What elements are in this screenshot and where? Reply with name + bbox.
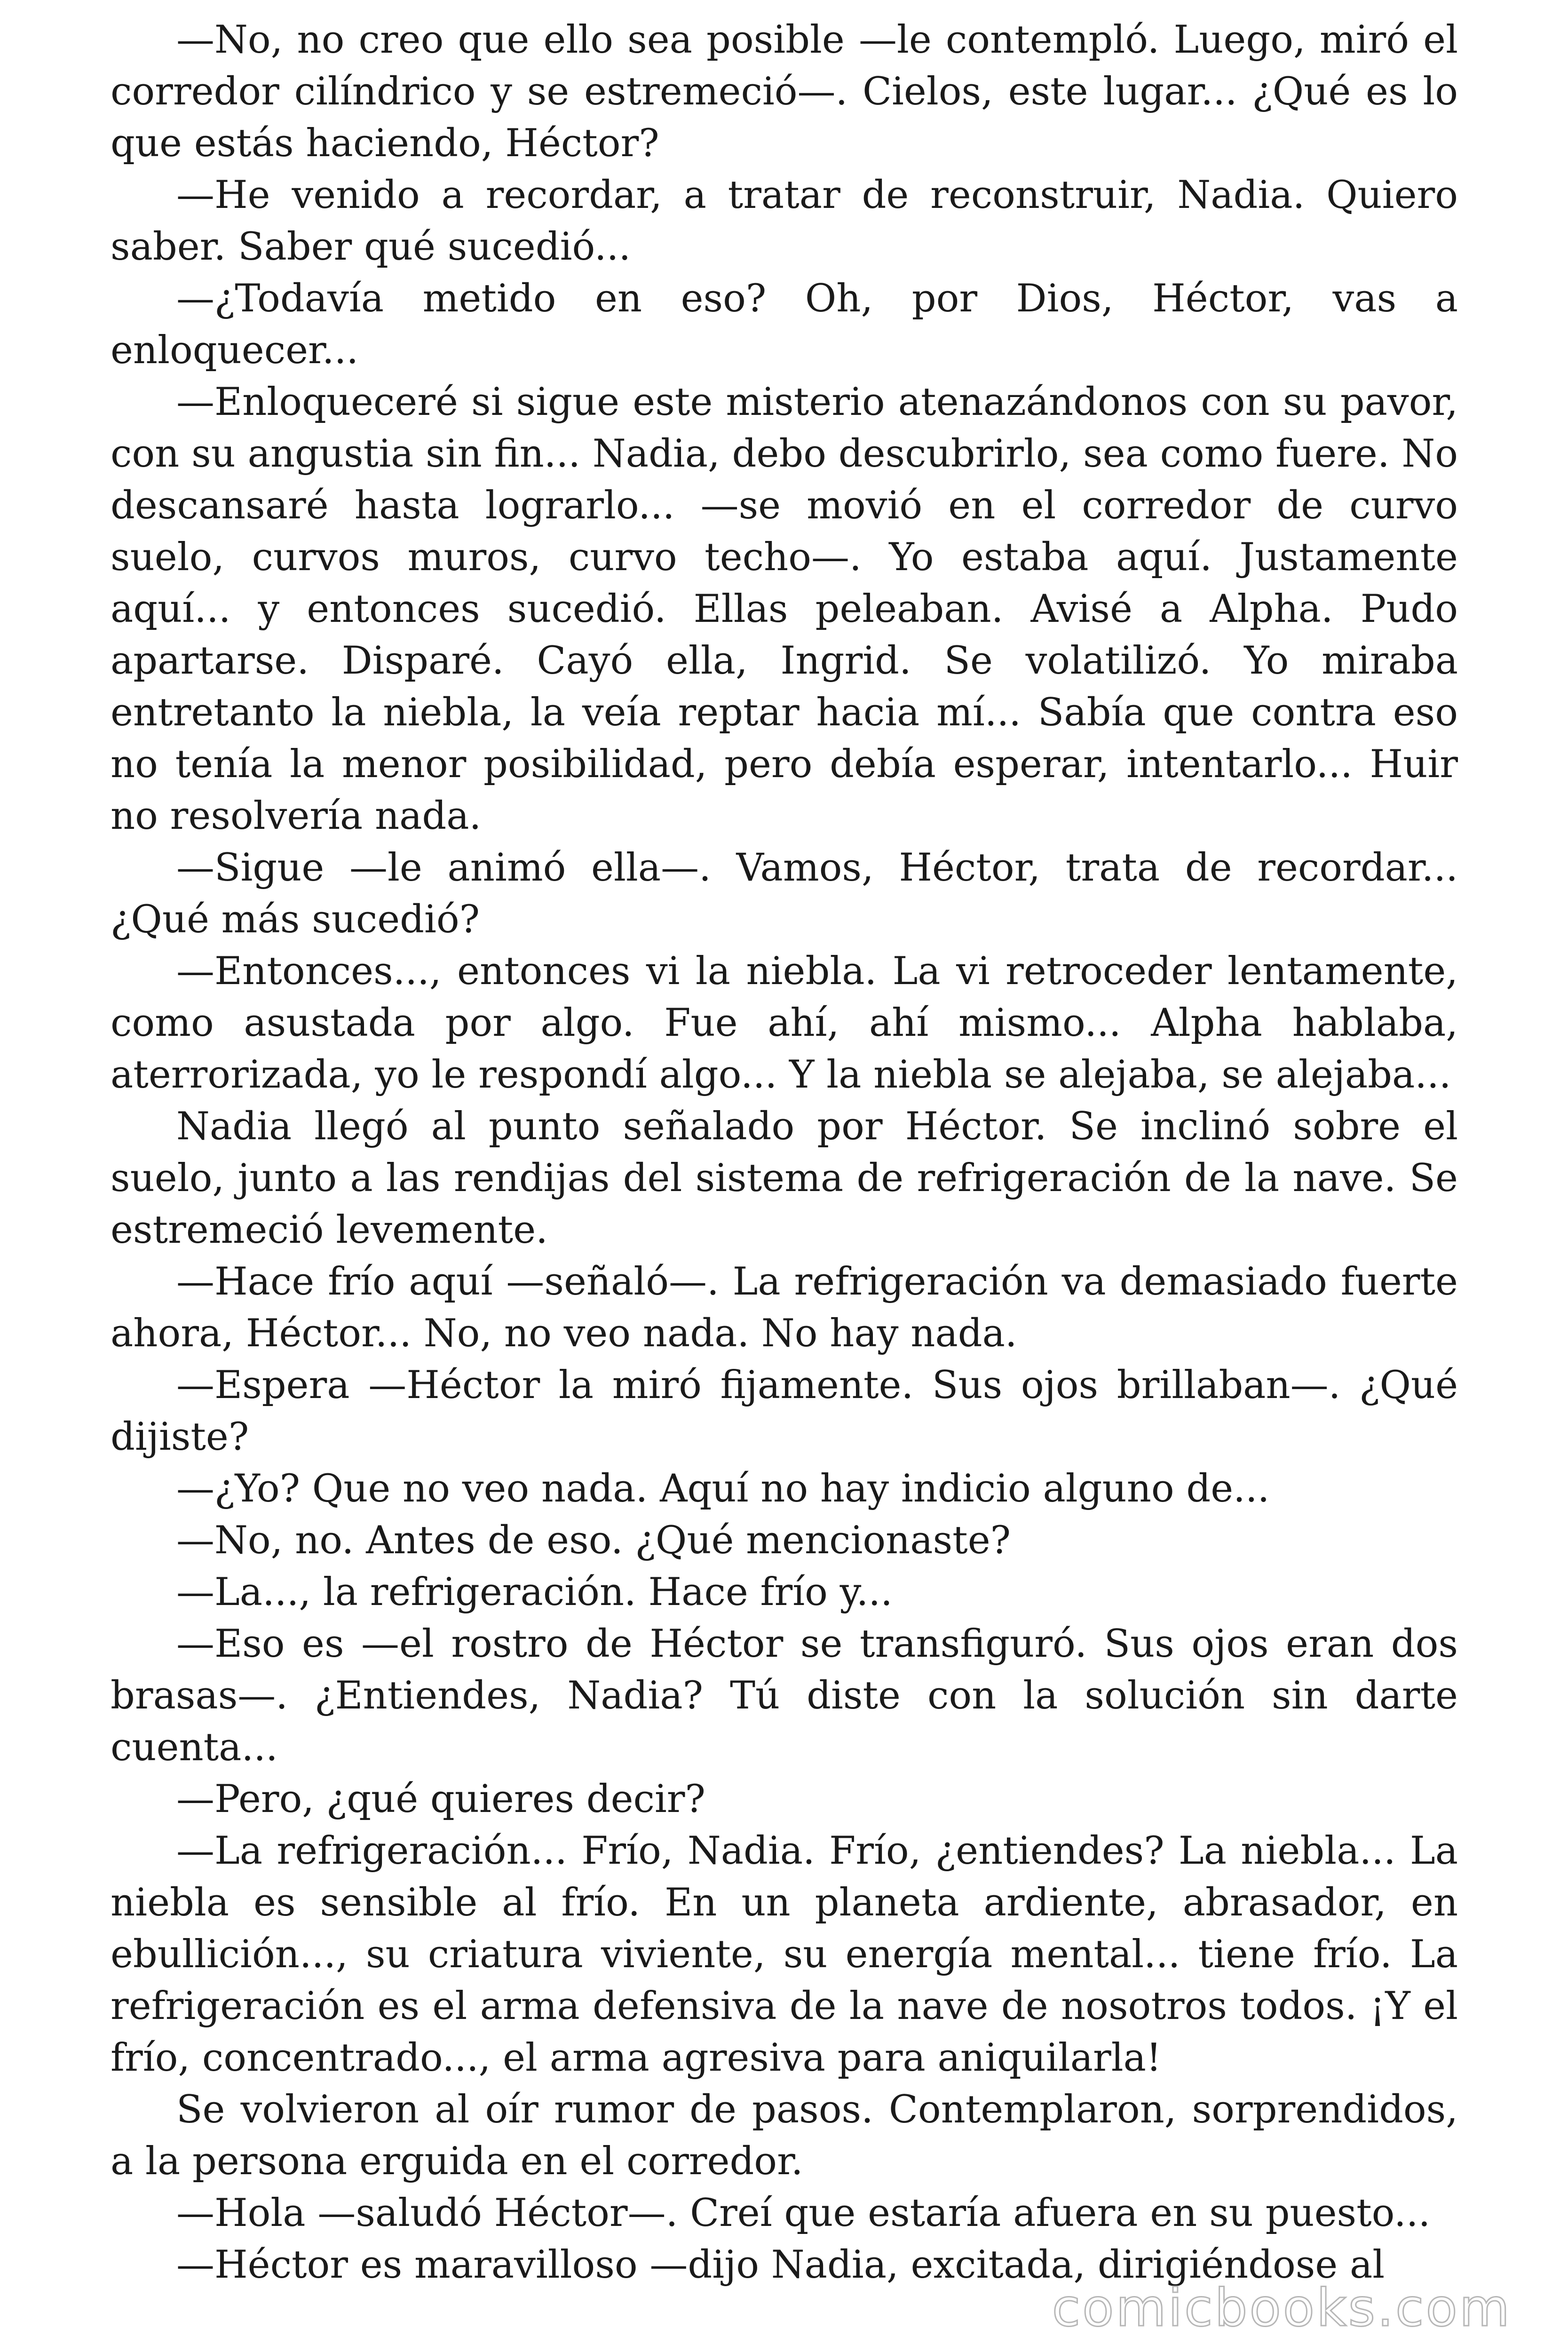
paragraph: —La refrigeración... Frío, Nadia. Frío, ¿entiendes? La niebla... La niebla es sensible al frío. En un planeta ardiente, abrasador, en ebullición..., su criatura viviente, su energía mental... tiene frío. La refrigeración es el arma defensiva de la nave de nosotros todos. ¡Y el frío, concentrado..., el arma agresiva para aniquilarla! (111, 1829, 1458, 2080)
paragraph: —No, no creo que ello sea posible —le contempló. Luego, miró el corredor cilíndrico y se estremeció—. Cielos, este lugar... ¿Qué es lo que estás haciendo, Héctor? (111, 18, 1458, 166)
paragraph: Nadia llegó al punto señalado por Héctor. Se inclinó sobre el suelo, junto a las rendijas del sistema de refrigeración de la nave. Se estremeció levemente. (111, 1104, 1458, 1252)
book-page-text (111, 14, 1458, 2291)
paragraph: —La..., la refrigeración. Hace frío y... (176, 1570, 893, 1614)
paragraph: —¿Yo? Que no veo nada. Aquí no hay indicio alguno de... (176, 1467, 1270, 1511)
paragraph: —Sigue —le animó ella—. Vamos, Héctor, trata de recordar... ¿Qué más sucedió? (111, 846, 1458, 942)
paragraph: Se volvieron al oír rumor de pasos. Contemplaron, sorprendidos, a la persona erguida en el corredor. (111, 2088, 1458, 2184)
paragraph: —Enloqueceré si sigue este misterio atenazándonos con su pavor, con su angustia sin fin... Nadia, debo descubrirlo, sea como fuere. No descansaré hasta lograrlo... —se movió en el corredor de curvo suelo, curvos muros, curvo techo—. Yo estaba aquí. Justamente aquí... y entonces sucedió. Ellas peleaban. Avisé a Alpha. Pudo apartarse. Disparé. Cayó ella, Ingrid. Se volatilizó. Yo miraba entretanto la niebla, la veía reptar hacia mí... Sabía que contra eso no tenía la menor posibilidad, pero debía esperar, intentarlo... Huir no resolvería nada. (111, 380, 1458, 838)
watermark: comicbooks.com (1052, 2278, 1512, 2338)
paragraph: —¿Todavía metido en eso? Oh, por Dios, Héctor, vas a enloquecer... (111, 277, 1458, 373)
paragraph: —Espera —Héctor la miró fijamente. Sus ojos brillaban—. ¿Qué dijiste? (111, 1363, 1458, 1459)
paragraph: —Héctor es maravilloso —dijo Nadia, excitada, dirigiéndose al (176, 2243, 1385, 2287)
paragraph: —Hace frío aquí —señaló—. La refrigeración va demasiado fuerte ahora, Héctor... No, no veo nada. No hay nada. (111, 1260, 1458, 1356)
paragraph: —Hola —saludó Héctor—. Creí que estaría afuera en su puesto... (176, 2191, 1431, 2235)
paragraph: —Pero, ¿qué quieres decir? (176, 1777, 705, 1821)
paragraph: —He venido a recordar, a tratar de reconstruir, Nadia. Quiero saber. Saber qué sucedió... (111, 173, 1458, 269)
paragraph: —Eso es —el rostro de Héctor se transfiguró. Sus ojos eran dos brasas—. ¿Entiendes, Nadia? Tú diste con la solución sin darte cuenta... (111, 1622, 1458, 1770)
paragraph: —Entonces..., entonces vi la niebla. La vi retroceder lentamente, como asustada por algo. Fue ahí, ahí mismo... Alpha hablaba, aterrorizada, yo le respondí algo... Y la niebla se alejaba, se alejaba... (111, 949, 1458, 1097)
paragraph: —No, no. Antes de eso. ¿Qué mencionaste? (176, 1518, 1011, 1563)
